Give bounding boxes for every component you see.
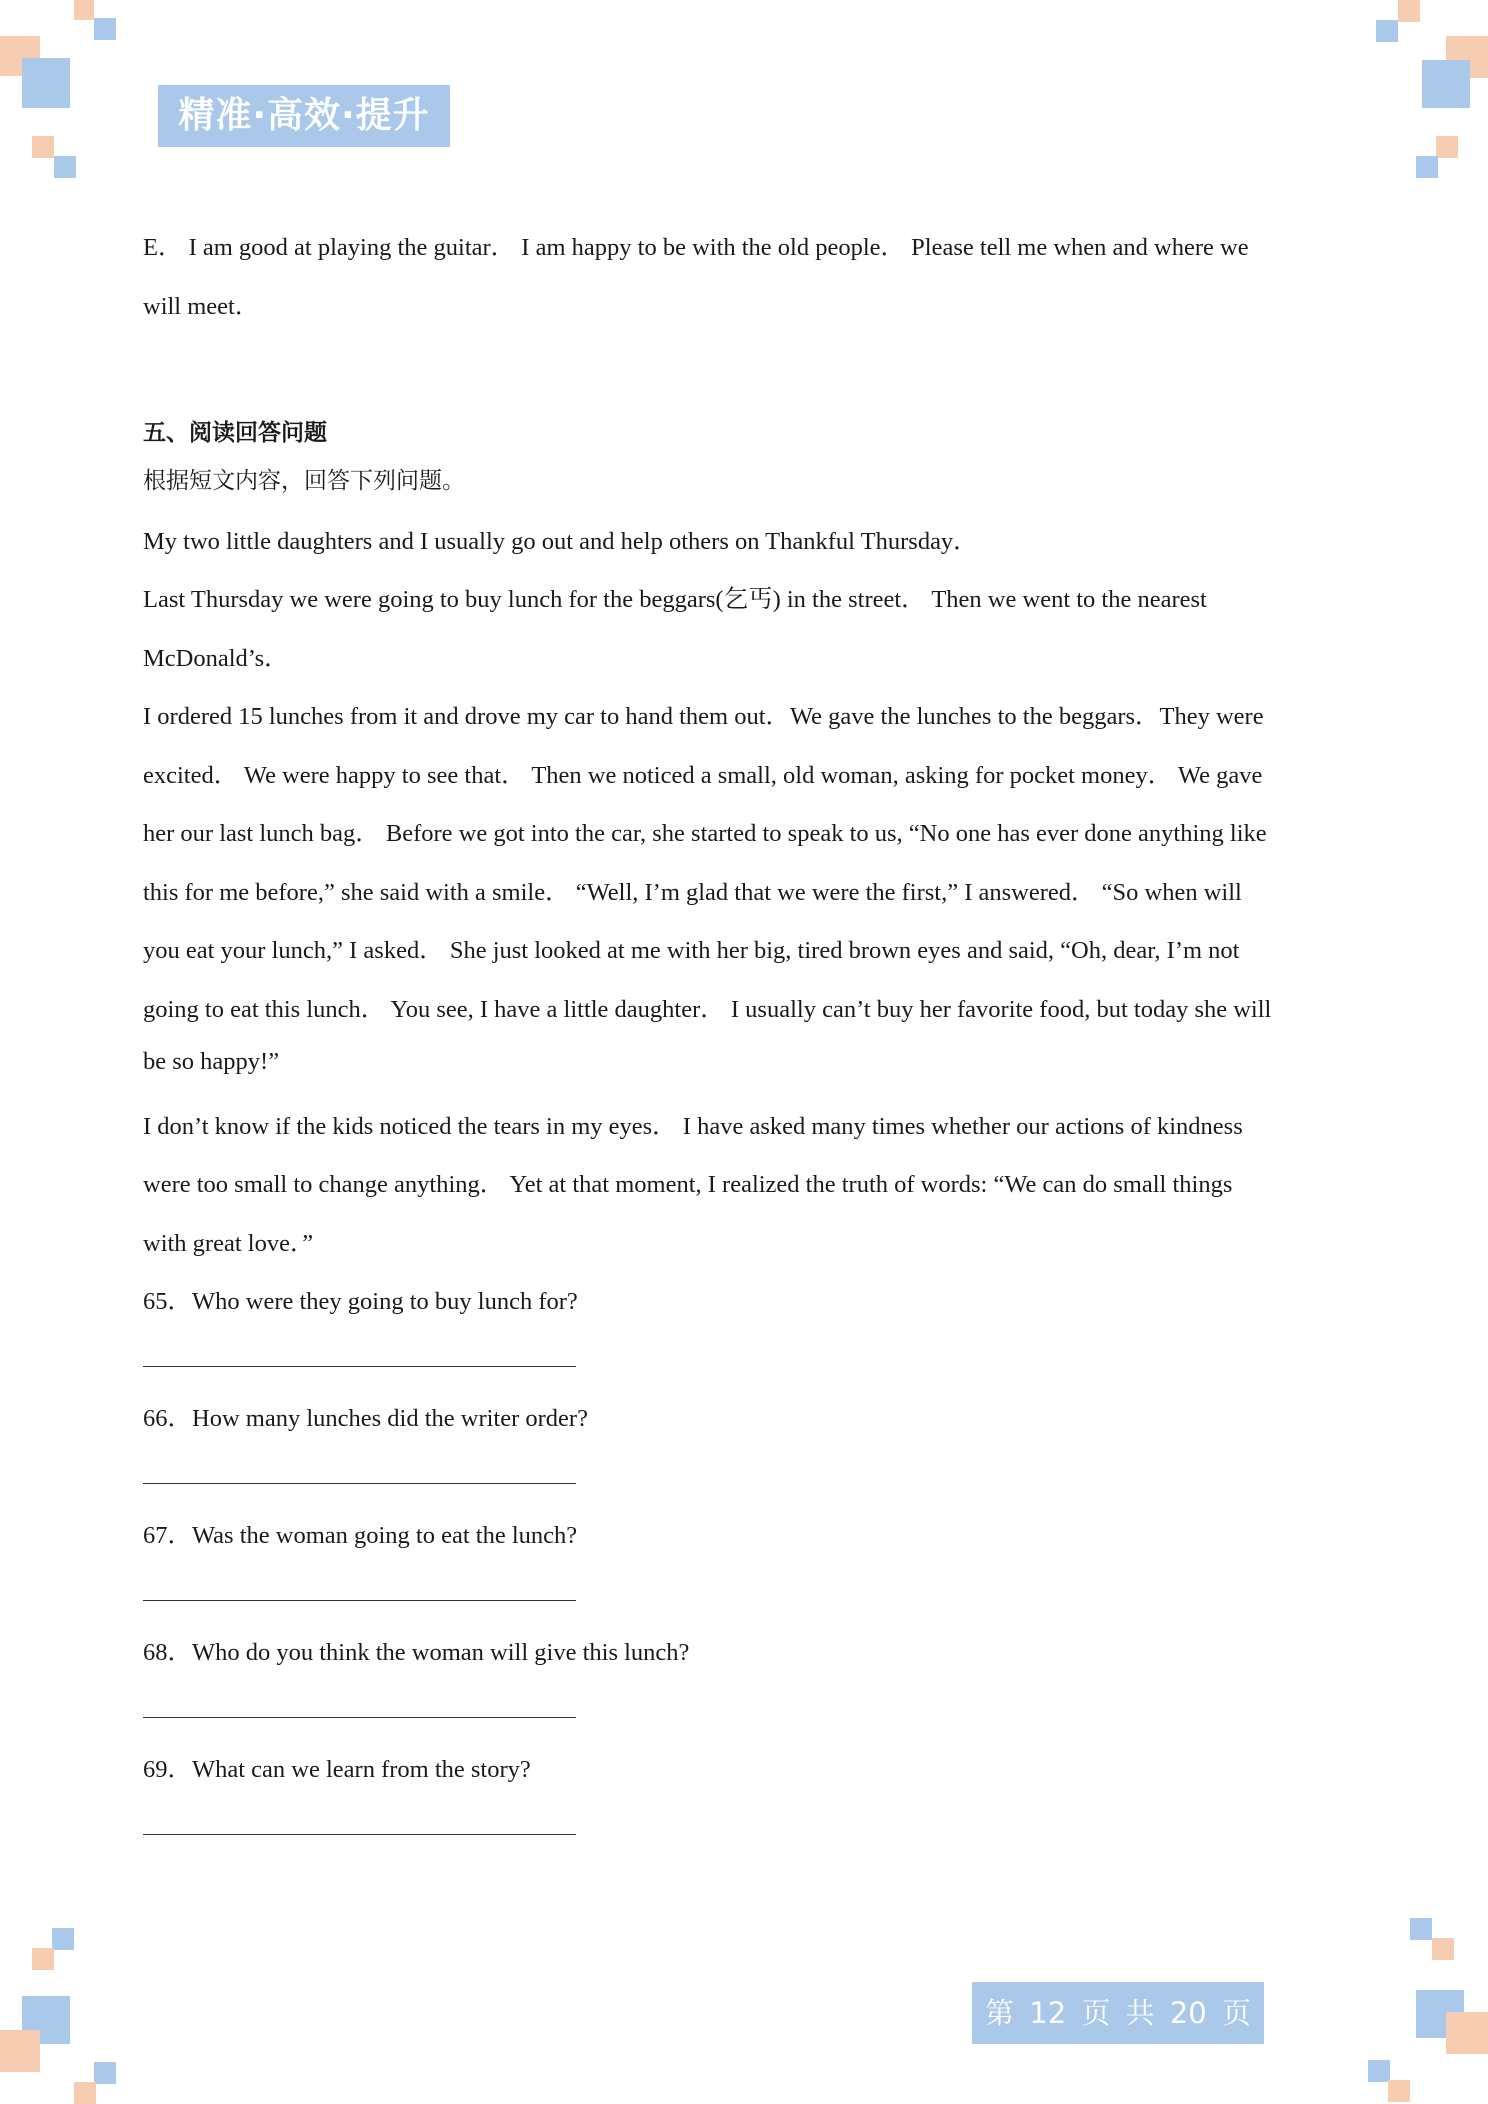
section-instruction: 根据短文内容，回答下列问题。 xyxy=(143,468,465,494)
answer-blank-65[interactable] xyxy=(143,1366,576,1367)
question-66: 66．How many lunches did the writer order? xyxy=(143,1405,588,1432)
option-e-line-2: will meet． xyxy=(143,293,260,320)
passage-line: her our last lunch bag． Before we got into the car, she started to speak to us, “No one has ever done anything like xyxy=(143,820,1267,847)
answer-blank-69[interactable] xyxy=(143,1834,576,1835)
answer-blank-66[interactable] xyxy=(143,1483,576,1484)
passage-line: this for me before,” she said with a smile． “Well, I’m glad that we were the first,” I answered． “So when will xyxy=(143,879,1242,906)
page-number: 第 12 页 共 20 页 xyxy=(972,1982,1264,2044)
answer-blank-67[interactable] xyxy=(143,1600,576,1601)
passage-line: excited． We were happy to see that． Then we noticed a small, old woman, asking for pocket money． We gave xyxy=(143,762,1263,789)
passage-line: Last Thursday we were going to buy lunch for the beggars(乞丐) in the street． Then we went to the nearest xyxy=(143,586,1207,613)
passage-line: were too small to change anything． Yet at that moment, I realized the truth of words: “We can do small things xyxy=(143,1171,1233,1198)
question-68: 68．Who do you think the woman will give this lunch? xyxy=(143,1639,690,1666)
question-69: 69．What can we learn from the story? xyxy=(143,1756,531,1783)
passage-line: McDonald’s． xyxy=(143,645,289,672)
passage-line: I don’t know if the kids noticed the tears in my eyes． I have asked many times whether our actions of kindness xyxy=(143,1113,1243,1140)
passage-line: going to eat this lunch． You see, I have a little daughter． I usually can’t buy her favorite food, but today she will xyxy=(143,996,1272,1023)
question-67: 67．Was the woman going to eat the lunch? xyxy=(143,1522,578,1549)
passage-line: with great love．” xyxy=(143,1230,314,1257)
question-65: 65．Who were they going to buy lunch for? xyxy=(143,1288,578,1315)
passage-line: you eat your lunch,” I asked． She just looked at me with her big, tired brown eyes and said, “Oh, dear, I’m not xyxy=(143,937,1240,964)
passage-line: I ordered 15 lunches from it and drove my car to hand them out．We gave the lunches to the beggars．They were xyxy=(143,703,1264,730)
passage-line: My two little daughters and I usually go out and help others on Thankful Thursday． xyxy=(143,528,978,555)
answer-blank-68[interactable] xyxy=(143,1717,576,1718)
option-e-line-1: E． I am good at playing the guitar． I am happy to be with the old people． Please tell me when and where we xyxy=(143,234,1249,261)
header-banner: 精准·高效·提升 xyxy=(158,85,450,147)
section-heading: 五、阅读回答问题 xyxy=(143,419,327,446)
passage-line: be so happy!” xyxy=(143,1048,280,1075)
